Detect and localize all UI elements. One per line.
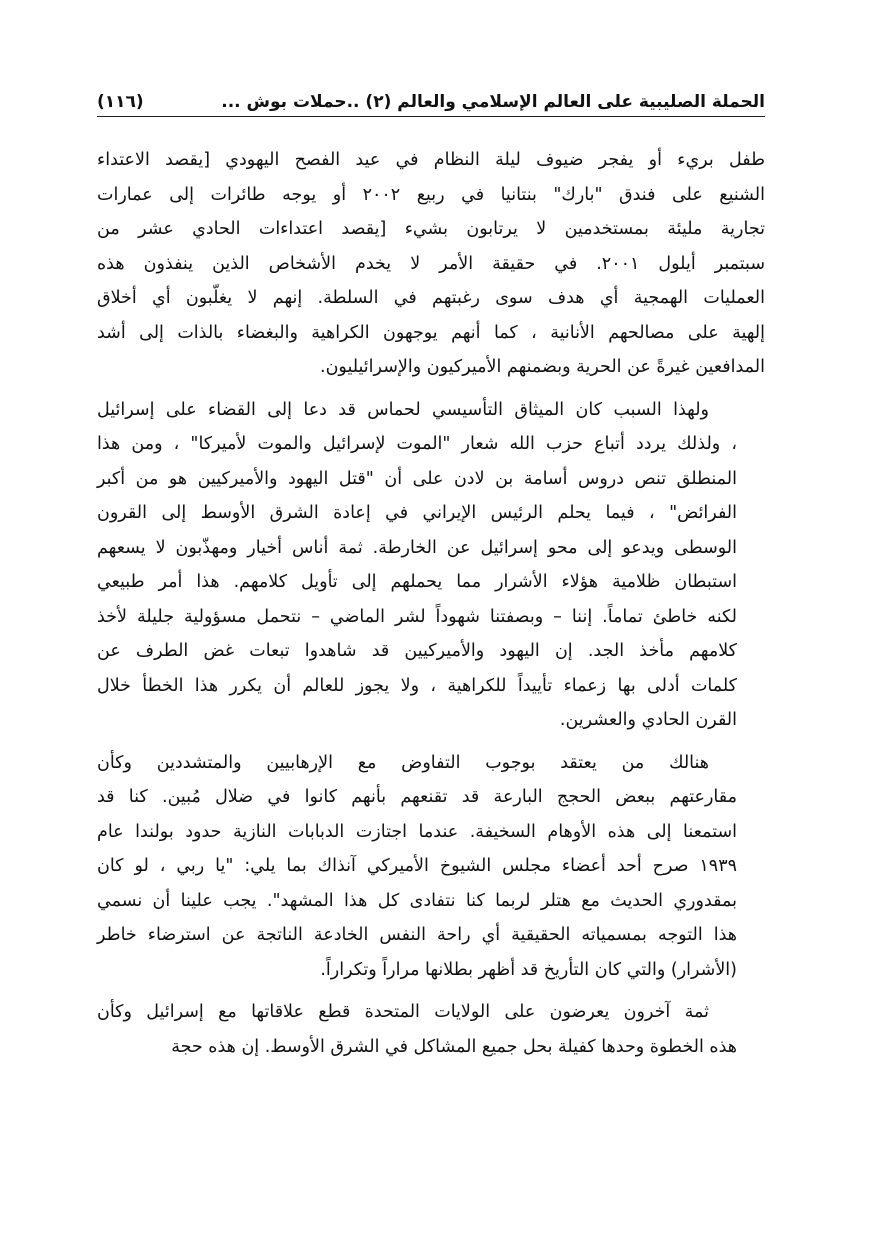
text-line: كلمات أدلى بها زعماء تأييداً للكراهية ، ولا يجوز للعالم أن يكرر هذا الخطأ خلال xyxy=(97,675,737,696)
paragraph xyxy=(97,995,765,1064)
text-line: لكنه خاطئ تماماً. إننا – وبصفتنا شهوداً لشر الماضي – نتحمل مسؤولية جليلة لأخذ xyxy=(97,606,737,627)
paragraph xyxy=(97,393,765,738)
paragraph-gap xyxy=(97,987,765,995)
text-line: تجارية مليئة بمستخدمين لا يرتابون بشيء [يقصد اعتداءات الحادي عشر من xyxy=(97,219,765,239)
text-line: العمليات الهمجية أي هدف سوى رغبتهم في السلطة. إنهم لا يغلّبون أي أخلاق xyxy=(97,288,765,308)
text-line: هنالك من يعتقد بوجوب التفاوض مع الإرهابيين والمتشددين وكأن xyxy=(97,752,709,773)
text-line: القرن الحادي والعشرين. xyxy=(559,710,737,730)
document-page xyxy=(97,0,765,1240)
text-line: (الأشرار) والتي كان التأريخ قد أظهر بطلانها مراراً وتكراراً. xyxy=(320,959,737,980)
text-line: ولهذا السبب كان الميثاق التأسيسي لحماس قد دعا إلى القضاء على إسرائيل xyxy=(97,399,709,420)
text-line: إلهية على مصالحهم الأنانية ، كما أنهم يوجهون الكراهية والبغضاء بالذات إلى أشد xyxy=(97,322,765,343)
text-line: استبطان ظلامية هؤلاء الأشرار مما يحملهم إلى تأويل كلامهم. هذا أمر طبيعي xyxy=(97,572,737,592)
text-line: الشنيع على فندق "بارك" بنتانيا في ربيع ٢٠٠٢ أو يوجه طائرات إلى عمارات xyxy=(97,184,765,205)
text-line: بمقدوري الحديث مع هتلر لربما كنا نتفادى كل هذا المشهد". يجب علينا أن نسمي xyxy=(97,890,737,911)
header-title: الحملة الصليبية على العالم الإسلامي والعالم (٢) ..حملات بوش ... xyxy=(221,92,765,112)
text-line: كلامهم مأخذ الجد. إن اليهود والأميركيين قد شاهدوا تبعات غض الطرف عن xyxy=(97,641,737,661)
running-header xyxy=(97,88,765,117)
text-line: ثمة آخرون يعرضون على الولايات المتحدة قطع علاقاتها مع إسرائيل وكأن xyxy=(97,1002,709,1022)
text-line: الفرائض" ، فيما يحلم الرئيس الإيراني في إعادة الشرق الأوسط إلى القرون xyxy=(97,503,737,523)
text-line: استمعنا إلى هذه الأوهام السخيفة. عندما اجتازت الدبابات النازية حدود بولندا عام xyxy=(97,821,737,842)
paragraph-gap xyxy=(97,385,765,393)
text-line: طفل بريء أو يفجر ضيوف ليلة النظام في عيد الفصح اليهودي [يقصد الاعتداء xyxy=(97,150,765,170)
text-line: المدافعين غيرةً عن الحرية وبضمنهم الأميركيون والإسرائيليون. xyxy=(320,357,765,377)
paragraph xyxy=(97,143,765,385)
text-line: الوسطى ويدعو إلى محو إسرائيل عن الخارطة. ثمة أناس أخيار ومهذّبون لا يسعهم xyxy=(97,537,737,558)
text-line: ، ولذلك يردد أتباع حزب الله شعار "الموت لإسرائيل والموت لأميركا" ، ومن هذا xyxy=(97,434,737,454)
text-line: مقارعتهم ببعض الحجج البارعة قد تقنعهم بأنهم كانوا في ضلال مُبين. كنا قد xyxy=(97,787,737,807)
page-number: (١١٦) xyxy=(97,92,144,112)
text-line: سبتمبر أيلول ٢٠٠١. في حقيقة الأمر لا يخدم الأشخاص الذين ينفذون هذه xyxy=(97,253,765,274)
text-line: ١٩٣٩ صرح أحد أعضاء مجلس الشيوخ الأميركي آنذاك بما يلي: "يا ربي ، لو كان xyxy=(97,856,737,876)
paragraph-gap xyxy=(97,738,765,746)
text-line: هذا التوجه بمسمياته الحقيقية أي راحة النفس الخادعة الناتجة عن استرضاء خاطر xyxy=(97,925,737,945)
text-line: هذه الخطوة وحدها كفيلة بحل جميع المشاكل في الشرق الأوسط. إن هذه حجة xyxy=(171,1036,737,1057)
text-line: المنطلق تنص دروس أسامة بن لادن على أن "قتل اليهود والأميركيين هو من أكبر xyxy=(97,468,737,489)
body-text xyxy=(97,143,765,1064)
paragraph xyxy=(97,746,765,988)
